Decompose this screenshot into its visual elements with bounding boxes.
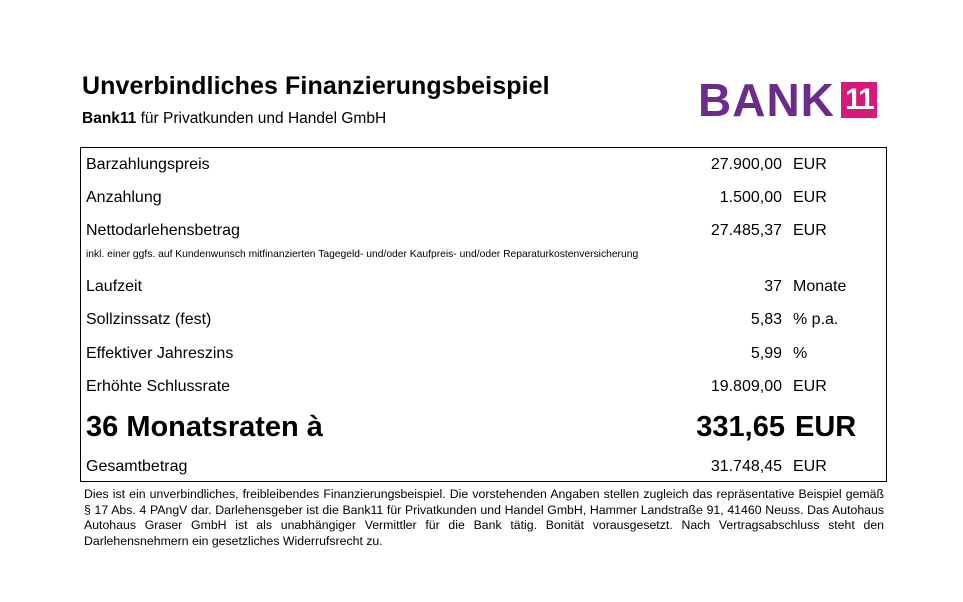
row-label: Nettodarlehensbetrag (86, 222, 240, 239)
row-schlussrate (81, 375, 886, 399)
page-title: Unverbindliches Finanzierungsbeispiel (82, 72, 550, 100)
row-unit: EUR (793, 189, 827, 206)
row-label: 36 Monatsraten à (86, 411, 323, 443)
row-label: Laufzeit (86, 278, 143, 295)
row-sollzinssatz (81, 308, 886, 332)
financing-table (80, 147, 887, 482)
row-gesamtbetrag (81, 455, 886, 479)
row-laufzeit (81, 275, 886, 299)
logo-badge: 11 (841, 82, 877, 118)
row-unit: EUR (793, 156, 827, 173)
row-barzahlungspreis (81, 153, 886, 177)
lender-name-rest: für Privatkunden und Handel GmbH (136, 110, 387, 127)
row-value: 31.748,45 (710, 458, 782, 475)
row-label: Erhöhte Schlussrate (86, 378, 231, 395)
bank-logo (698, 74, 877, 126)
row-value: 19.809,00 (710, 378, 782, 395)
row-unit: % p.a. (793, 311, 839, 328)
row-value: 1.500,00 (719, 189, 782, 206)
row-value: 331,65 (696, 411, 785, 443)
row-unit: % (793, 345, 808, 362)
lender-subtitle (82, 110, 386, 128)
row-effektiver-jahreszins (81, 342, 886, 366)
row-unit: EUR (793, 222, 827, 239)
lender-name: Bank11 (82, 110, 137, 127)
row-label: Gesamtbetrag (86, 458, 188, 475)
row-label: Effektiver Jahreszins (86, 345, 234, 362)
row-label: Sollzinssatz (fest) (86, 311, 212, 328)
row-unit: EUR (793, 378, 827, 395)
row-monatsraten (81, 409, 886, 445)
row-label: Anzahlung (86, 189, 162, 206)
row-label: Barzahlungspreis (86, 156, 210, 173)
row-unit: Monate (793, 278, 847, 295)
row-value: 37 (764, 278, 782, 295)
row-anzahlung (81, 186, 886, 210)
logo-text: BANK (698, 74, 835, 126)
row-value: 5,83 (750, 311, 782, 328)
row-value: 5,99 (750, 345, 782, 362)
legal-disclaimer: Dies ist ein unverbindliches, freibleibendes Finanzierungsbeispiel. Die vorstehenden Angaben stellen zugleich das repräsentative Beispiel gemäß § 17 Abs. 4 PAngV dar. Darlehensgeber ist die Bank11 für Privatkunden und Handel GmbH, Hammer Landstraße 91, 41460 Neuss. Das Autohaus Autohaus Graser GmbH ist als unabhängiger Vermittler für die Bank tätig. Bonität vorausgesetzt. Nach Vertragsabschluss steht den Darlehensnehmern ein gesetzliches Widerrufsrecht zu. (84, 487, 884, 548)
row-nettodarlehensbetrag (81, 219, 886, 243)
row-unit: EUR (795, 411, 857, 443)
row-unit: EUR (793, 458, 827, 475)
insurance-note: inkl. einer ggfs. auf Kundenwunsch mitfinanzierten Tagegeld- und/oder Kaufpreis- und/oder Reparaturkostenversicherung (86, 249, 639, 260)
row-value: 27.485,37 (710, 222, 782, 239)
row-value: 27.900,00 (710, 156, 782, 173)
